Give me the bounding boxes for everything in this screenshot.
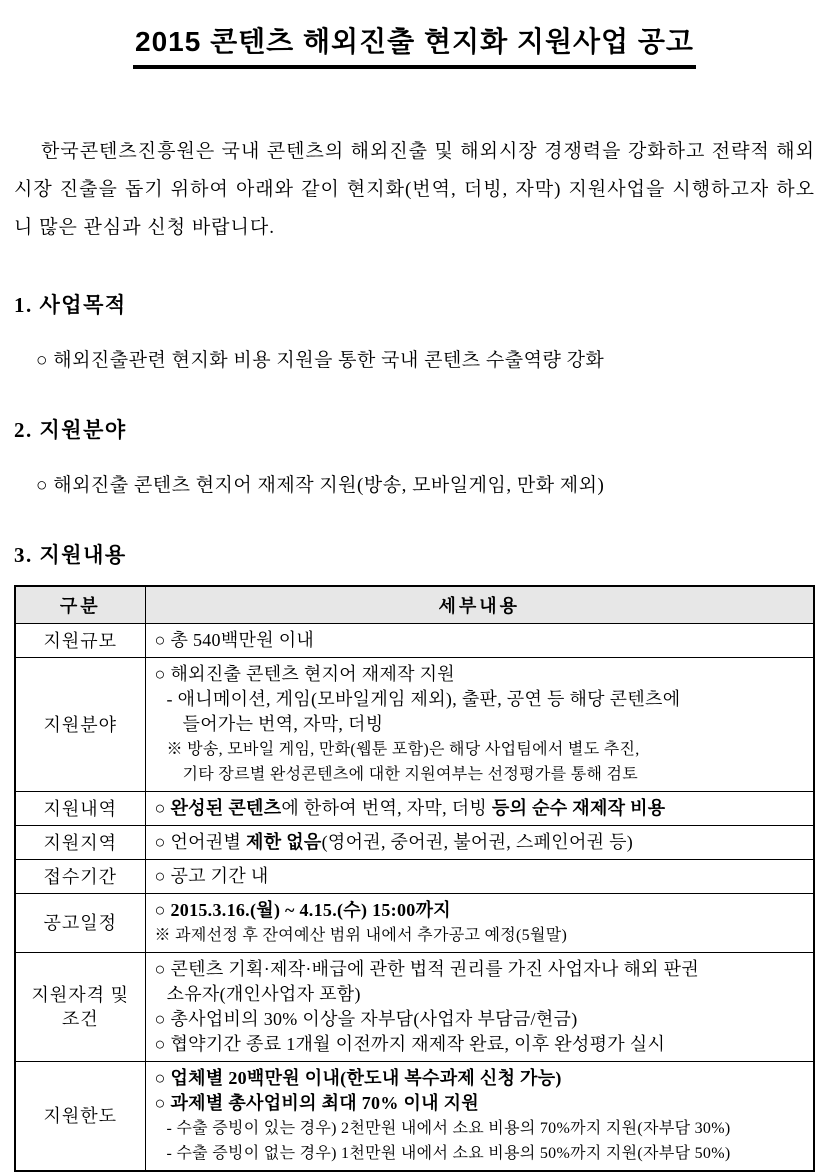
text-segment: ○ 콘텐츠 기획·제작·배급에 관한 법적 권리를 가진 사업자나 해외 판권 xyxy=(154,959,700,979)
section-bullet-2: ○ 해외진출 콘텐츠 현지어 재제작 지원(방송, 모바일게임, 만화 제외) xyxy=(36,475,605,496)
section-heading-1: 1. 사업목적 xyxy=(14,293,127,317)
table-row xyxy=(15,860,814,894)
text-segment: ○ 협약기간 종료 1개월 이전까지 재제작 완료, 이후 완성평가 실시 xyxy=(154,1034,666,1054)
content-line xyxy=(155,898,808,923)
text-segment: 기타 장르별 완성콘텐츠에 대한 지원여부는 선정평가를 통해 검토 xyxy=(182,766,639,783)
content-line xyxy=(155,923,808,948)
content-line xyxy=(155,1116,808,1141)
content-line xyxy=(155,1091,808,1116)
section-bullet-1: ○ 해외진출관련 현지화 비용 지원을 통한 국내 콘텐츠 수출역량 강화 xyxy=(36,350,605,371)
row-label: 지원지역 xyxy=(15,826,145,860)
content-line xyxy=(155,982,808,1007)
section-3 xyxy=(14,539,815,569)
row-content xyxy=(145,953,814,1062)
emphasized-text: ○ 업체별 20백만원 이내(한도내 복수과제 신청 가능) xyxy=(154,1068,562,1088)
text-segment: ※ 과제선정 후 잔여예산 범위 내에서 추가공고 예정(5월말) xyxy=(154,927,568,944)
emphasized-text: 완성된 콘텐츠 xyxy=(170,798,282,818)
content-line xyxy=(155,830,808,855)
table-header-category: 구분 xyxy=(15,586,145,624)
table-header-details: 세부내용 xyxy=(145,586,814,624)
text-segment: ○ 언어권별 xyxy=(154,832,247,852)
title-row xyxy=(14,20,815,69)
support-details-table xyxy=(14,585,815,1172)
text-segment: - 수출 증빙이 없는 경우) 1천만원 내에서 소요 비용의 50%까지 지원(자부담 50%) xyxy=(166,1145,731,1162)
emphasized-text: 등의 순수 재제작 비용 xyxy=(491,798,666,818)
row-content xyxy=(145,792,814,826)
text-segment: ○ 총 540백만원 이내 xyxy=(154,630,315,650)
text-segment: 에 한하여 번역, 자막, 더빙 xyxy=(281,798,492,818)
content-line xyxy=(155,1007,808,1032)
content-line xyxy=(155,864,808,889)
table-row xyxy=(15,1062,814,1172)
row-content xyxy=(145,826,814,860)
table-header-row xyxy=(15,586,814,624)
content-line xyxy=(155,687,808,712)
row-label: 지원규모 xyxy=(15,624,145,658)
text-segment: - 애니메이션, 게임(모바일게임 제외), 출판, 공연 등 해당 콘텐츠에 xyxy=(166,689,681,709)
content-line xyxy=(155,662,808,687)
text-segment: ※ 방송, 모바일 게임, 만화(웹툰 포함)은 해당 사업팀에서 별도 추진, xyxy=(166,741,640,758)
content-line xyxy=(155,737,808,762)
row-label: 지원자격 및 조건 xyxy=(15,953,145,1062)
row-label: 공고일정 xyxy=(15,894,145,953)
emphasized-text: ○ 2015.3.16.(월) ~ 4.15.(수) 15:00까지 xyxy=(154,900,451,920)
section-heading-3: 3. 지원내용 xyxy=(14,543,127,567)
emphasized-text: 제한 없음 xyxy=(246,832,322,852)
row-label: 지원분야 xyxy=(15,658,145,792)
intro-paragraph: 한국콘텐츠진흥원은 국내 콘텐츠의 해외진출 및 해외시장 경쟁력을 강화하고 전략적 해외시장 진출을 돕기 위하여 아래와 같이 현지화(번역, 더빙, 자막) 지원사업을 시행하고자 하오니 많은 관심과 신청 바랍니다. xyxy=(14,141,815,238)
row-content xyxy=(145,860,814,894)
text-segment: ○ xyxy=(154,798,171,818)
table-row xyxy=(15,953,814,1062)
row-content xyxy=(145,624,814,658)
text-segment: ○ 공고 기간 내 xyxy=(154,866,269,886)
emphasized-text: ○ 과제별 총사업비의 최대 70% 이내 지원 xyxy=(154,1093,480,1113)
table-row xyxy=(15,826,814,860)
content-line xyxy=(155,1066,808,1091)
text-segment: 들어가는 번역, 자막, 더빙 xyxy=(182,714,384,734)
section-heading-2: 2. 지원분야 xyxy=(14,418,127,442)
text-segment: ○ 총사업비의 30% 이상을 자부담(사업자 부담금/현금) xyxy=(154,1009,578,1029)
table-row xyxy=(15,624,814,658)
row-content xyxy=(145,1062,814,1172)
content-line xyxy=(155,628,808,653)
content-line xyxy=(155,957,808,982)
text-segment: - 수출 증빙이 있는 경우) 2천만원 내에서 소요 비용의 70%까지 지원(자부담 30%) xyxy=(166,1120,731,1137)
text-segment: (영어권, 중어권, 불어권, 스페인어권 등) xyxy=(321,832,634,852)
content-line xyxy=(155,796,808,821)
row-content xyxy=(145,894,814,953)
text-segment: ○ 해외진출 콘텐츠 현지어 재제작 지원 xyxy=(154,664,455,684)
section-1 xyxy=(14,289,815,372)
content-line xyxy=(155,1141,808,1166)
text-segment: 소유자(개인사업자 포함) xyxy=(166,984,361,1004)
table-row xyxy=(15,894,814,953)
content-line xyxy=(155,712,808,737)
content-line xyxy=(155,762,808,787)
row-label: 지원내역 xyxy=(15,792,145,826)
section-2 xyxy=(14,414,815,497)
row-label: 지원한도 xyxy=(15,1062,145,1172)
document-title: 2015 콘텐츠 해외진출 현지화 지원사업 공고 xyxy=(133,20,696,69)
table-row xyxy=(15,658,814,792)
row-content xyxy=(145,658,814,792)
content-line xyxy=(155,1032,808,1057)
row-label: 접수기간 xyxy=(15,860,145,894)
table-row xyxy=(15,792,814,826)
